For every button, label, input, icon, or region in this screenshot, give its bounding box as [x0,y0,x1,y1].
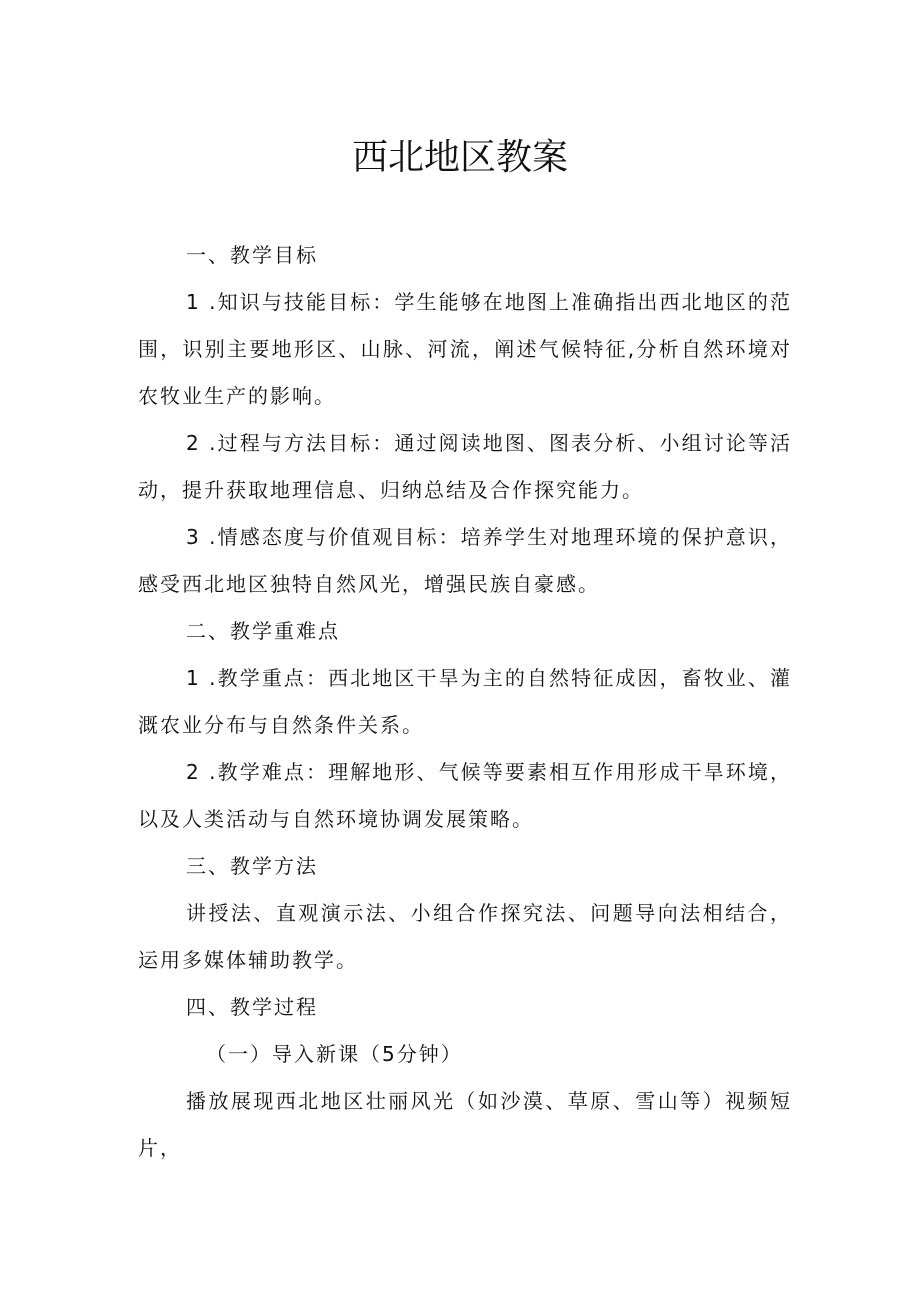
section-heading-key-points: 二、教学重难点 [186,619,340,643]
methods-text: 讲授法、直观演示法、小组合作探究法、问题导向法相结合，运用多媒体辅助教学。 [138,901,792,972]
key-point-focus: 1 .教学重点：西北地区干旱为主的自然特征成因，畜牧业、灌溉农业分布与自然条件关系。 [138,666,792,737]
document-title: 西北地区教案 [351,137,568,178]
intro-text: 播放展现西北地区壮丽风光（如沙漠、草原、雪山等）视频短片， [138,1089,792,1160]
objective-knowledge-skills: 1 .知识与技能目标：学生能够在地图上准确指出西北地区的范围，识别主要地形区、山脉、河流，阐述气候特征,分析自然环境对农牧业生产的影响。 [138,290,792,408]
key-point-difficulty: 2 .教学难点：理解地形、气候等要素相互作用形成干旱环境，以及人类活动与自然环境协调发展策略。 [138,760,792,831]
section-heading-objectives: 一、教学目标 [186,243,318,267]
objective-process-methods: 2 .过程与方法目标：通过阅读地图、图表分析、小组讨论等活动，提升获取地理信息、归纳总结及合作探究能力。 [138,431,792,502]
document-body [138,232,792,1172]
section-heading-methods: 三、教学方法 [186,854,318,878]
objective-attitude-values: 3 .情感态度与价值观目标：培养学生对地理环境的保护意识，感受西北地区独特自然风光，增强民族自豪感。 [138,525,792,596]
section-heading-process: 四、教学过程 [186,995,318,1019]
subsection-heading-intro: （一）导入新课（5分钟） [206,1042,463,1066]
